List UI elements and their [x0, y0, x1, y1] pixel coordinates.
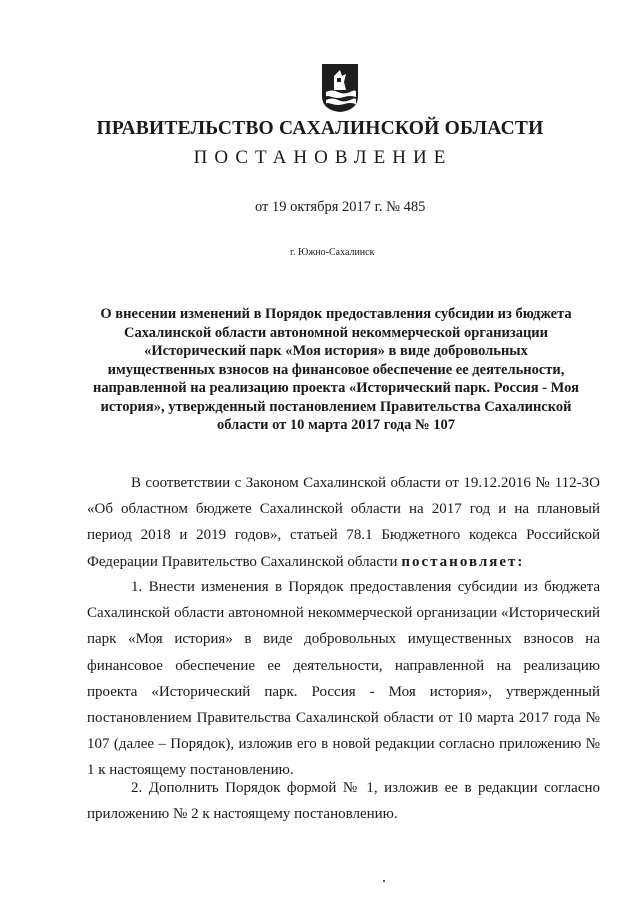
document-date: от 19 октября 2017 г. № 485: [255, 199, 426, 215]
scan-speck: [383, 880, 385, 882]
preamble-paragraph: [87, 470, 600, 575]
document-city: г. Южно-Сахалинск: [290, 247, 375, 258]
item-2-paragraph: [87, 775, 600, 827]
document-title: О внесении изменений в Порядок предоставления субсидии из бюджета Сахалинской области автономной некоммерческой организации «Исторический парк «Моя история» в виде добровольных имущественных взносов на финансовое обеспечение ее деятельности, направленной на реализацию проекта «Исторический парк. Россия - Моя история», утвержденный постановлением Правительства Сахалинской области от 10 марта 2017 года № 107: [93, 306, 579, 433]
preamble-text: В соответствии с Законом Сахалинской области от 19.12.2016 № 112-ЗО «Об областном бюджете Сахалинской области на 2017 год и на плановый период 2018 и 2019 годов», статьей 78.1 Бюджетного кодекса Российской Федерации Правительство Сахалинской области: [87, 475, 600, 570]
item-2-text: 2. Дополнить Порядок формой № 1, изложив ее в редакции согласно приложению № 2 к настоящему постановлению.: [87, 780, 600, 823]
item-1-paragraph: [87, 574, 600, 784]
resolves-word: постановляет:: [401, 553, 525, 570]
item-1-text: 1. Внести изменения в Порядок предоставления субсидии из бюджета Сахалинской области автономной некоммерческой организации «Исторический парк «Моя история» в виде добровольных имущественных взносов на финансовое обеспечение ее деятельности, направленной на реализацию проекта «Исторический парк. Россия - Моя история», утвержденный постановлением Правительства Сахалинской области от 10 марта 2017 года № 107 (далее – Порядок), изложив его в новой редакции согласно приложению № 1 к настоящему постановлению.: [87, 579, 600, 779]
organization-name: ПРАВИТЕЛЬСТВО САХАЛИНСКОЙ ОБЛАСТИ: [96, 118, 544, 139]
document-type: ПОСТАНОВЛЕНИЕ: [193, 147, 453, 168]
coat-of-arms-icon: [320, 62, 360, 114]
